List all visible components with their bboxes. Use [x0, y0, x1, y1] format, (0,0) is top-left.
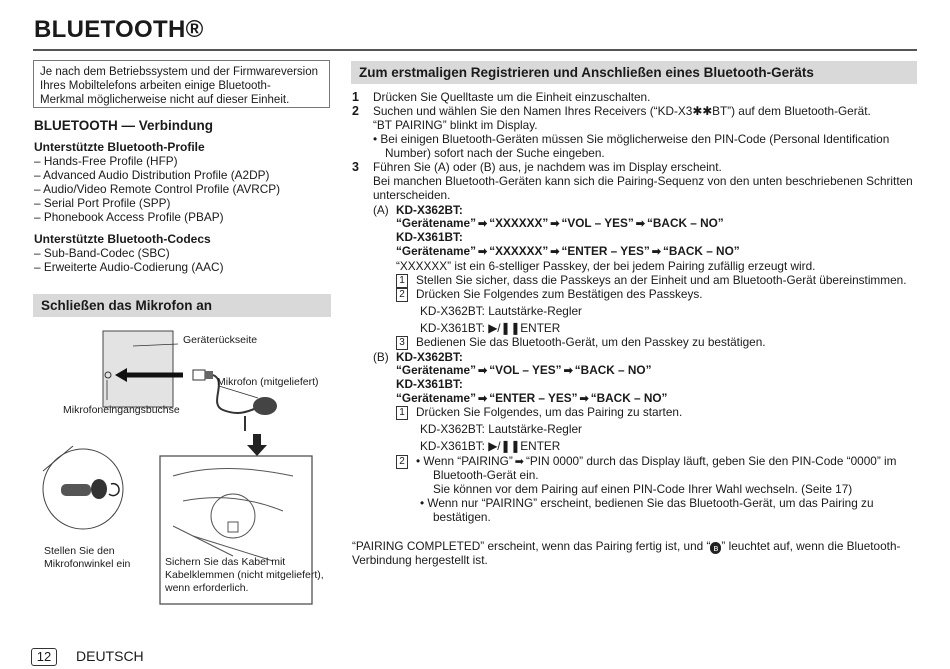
- bluetooth-icon: ʙ: [710, 542, 721, 554]
- profiles-list: [34, 154, 280, 224]
- option-b-substep1: 1 Drücken Sie Folgendes, um das Pairing zu starten.: [396, 405, 682, 420]
- step-number: 3: [352, 160, 359, 174]
- footer-language: DEUTSCH: [76, 648, 144, 664]
- arrow-icon: ➡: [478, 246, 488, 258]
- list-item: – Erweiterte Audio-Codierung (AAC): [34, 260, 224, 274]
- note-line: Merkmal möglicherweise nicht auf dieser Einheit.: [40, 94, 290, 106]
- option-a-label: (A): [373, 203, 389, 217]
- codecs-list: [34, 246, 224, 274]
- clamp-label-line: Sichern Sie das Kabel mit: [165, 556, 286, 568]
- option-a-substep2: 2 Drücken Sie Folgendes zum Bestätigen des Passkeys.: [396, 287, 703, 302]
- connection-title: BLUETOOTH — Verbindung: [34, 118, 214, 133]
- option-b-label: (B): [373, 350, 389, 364]
- option-b-seq1: “Gerätename” ➡ “VOL – YES” ➡ “BACK – NO”: [396, 363, 652, 377]
- step3-text: Führen Sie (A) oder (B) aus, je nachdem was im Display erscheint.: [373, 160, 722, 174]
- list-item: – Sub-Band-Codec (SBC): [34, 246, 170, 260]
- note-line: Je nach dem Betriebssystem und der Firmwareversion: [40, 66, 319, 78]
- clamp-label-line: wenn erforderlich.: [165, 582, 249, 594]
- clamp-label: [165, 556, 324, 595]
- step3-sub: Bei manchen Bluetooth-Geräten kann sich die Pairing-Sequenz von den unten beschriebenen Schritten: [373, 174, 913, 188]
- option-b-model2: KD-X361BT:: [396, 377, 463, 391]
- device-rear-label: Geräterückseite: [183, 334, 258, 346]
- option-b-model1: KD-X362BT:: [396, 350, 463, 364]
- arrow-icon: ➡: [514, 456, 524, 468]
- option-b-bullet1-cont: Bluetooth-Gerät ein.: [433, 468, 539, 482]
- option-b-bullet2: • Wenn nur “PAIRING” erscheint, bedienen Sie das Bluetooth-Gerät, um das Pairing zu: [420, 496, 874, 510]
- substep-number: 2: [396, 288, 408, 302]
- option-b-bullet2-cont: bestätigen.: [433, 510, 491, 524]
- step2-text: Suchen und wählen Sie den Namen Ihres Receivers (“KD-X3✱✱BT”) auf dem Bluetooth-Gerät.: [373, 104, 871, 118]
- option-a-seq1: “Gerätename” ➡ “XXXXXX” ➡ “VOL – YES” ➡ “BACK – NO”: [396, 216, 724, 230]
- arrow-icon: ➡: [635, 218, 646, 230]
- option-b-substep2: 2 • Wenn “PAIRING” ➡ “PIN 0000” durch das Display läuft, geben Sie den PIN-Code “0000” im: [396, 454, 897, 469]
- title-rule: [33, 49, 917, 51]
- down-arrow: [247, 445, 267, 456]
- option-a-model2: KD-X361BT:: [396, 230, 463, 244]
- list-item: – Phonebook Access Profile (PBAP): [34, 210, 224, 224]
- arrow-icon: ➡: [563, 365, 573, 377]
- option-a-substep1: 1 Stellen Sie sicher, dass die Passkeys an der Einheit und am Bluetooth-Gerät übereinstimmen.: [396, 273, 907, 288]
- list-item: – Hands-Free Profile (HFP): [34, 154, 178, 168]
- arrow-icon: ➡: [478, 218, 488, 230]
- arrow-icon: ➡: [579, 393, 589, 405]
- step2-bullet-cont: Number) sofort nach der Suche eingeben.: [385, 146, 605, 160]
- completed-note-cont: Verbindung hergestellt ist.: [352, 553, 488, 567]
- arrow-icon: ➡: [478, 365, 488, 377]
- mic-label: Mikrofon (mitgeliefert): [217, 376, 319, 388]
- note-box: [33, 60, 330, 108]
- angle-label-line: Mikrofonwinkel ein: [44, 558, 131, 570]
- passkey-note: “XXXXXX” ist ein 6-stelliger Passkey, der bei jedem Pairing zufällig erzeugt wird.: [396, 259, 816, 273]
- arrow-icon: ➡: [550, 218, 560, 230]
- jack-label: Mikrofoneingangsbuchse: [63, 404, 180, 416]
- step2-sub: “BT PAIRING” blinkt im Display.: [373, 118, 538, 132]
- step2-bullet: • Bei einigen Bluetooth-Geräten müssen Sie möglicherweise den PIN-Code (Personal Identification: [373, 132, 890, 146]
- microphone-icon: [253, 397, 277, 415]
- arrow-icon: ➡: [478, 393, 488, 405]
- note-line: Ihres Mobiltelefons arbeiten einige Bluetooth-: [40, 80, 271, 92]
- list-item: – Serial Port Profile (SPP): [34, 196, 171, 210]
- substep-number: 1: [396, 406, 408, 420]
- codecs-title: Unterstützte Bluetooth-Codecs: [34, 232, 211, 246]
- substep-number: 1: [396, 274, 408, 288]
- step-number: 1: [352, 90, 359, 104]
- substep-number: 2: [396, 455, 408, 469]
- page-title: BLUETOOTH®: [34, 16, 204, 43]
- option-b-control1: KD-X362BT: Lautstärke-Regler: [420, 422, 582, 436]
- angle-label: [44, 545, 130, 571]
- pairing-section-title: Zum erstmaligen Registrieren und Anschließen eines Bluetooth-Geräts: [351, 61, 917, 84]
- option-a-model1: KD-X362BT:: [396, 203, 463, 217]
- clamp-label-line: Kabelklemmen (nicht mitgeliefert),: [165, 569, 324, 581]
- option-a-substep3: 3 Bedienen Sie das Bluetooth-Gerät, um den Passkey zu bestätigen.: [396, 335, 766, 350]
- arrow-icon: ➡: [651, 246, 661, 258]
- arrow-icon: ➡: [550, 246, 560, 258]
- device-rear-panel: [103, 331, 173, 407]
- option-a-control1: KD-X362BT: Lautstärke-Regler: [420, 304, 582, 318]
- option-a-seq2: “Gerätename” ➡ “XXXXXX” ➡ “ENTER – YES” ➡ “BACK – NO”: [396, 244, 740, 258]
- step1-text: Drücken Sie Quelltaste um die Einheit einzuschalten.: [373, 90, 651, 104]
- mic-section-title: Schließen das Mikrofon an: [33, 294, 331, 317]
- step3-sub: unterscheiden.: [373, 188, 451, 202]
- option-a-control2: KD-X361BT: ▶/❚❚ENTER: [420, 321, 561, 335]
- substep-number: 3: [396, 336, 408, 350]
- option-b-control2: KD-X361BT: ▶/❚❚ENTER: [420, 439, 561, 453]
- completed-note: “PAIRING COMPLETED” erscheint, wenn das Pairing fertig ist, und “ ʙ ” leuchtet auf, wenn die Bluetooth-: [352, 539, 901, 553]
- option-b-bullet1-note: Sie können vor dem Pairing auf einen PIN-Code Ihrer Wahl wechseln. (Seite 17): [433, 482, 853, 496]
- list-item: – Audio/Video Remote Control Profile (AVRCP): [34, 182, 281, 196]
- profiles-title: Unterstützte Bluetooth-Profile: [34, 140, 205, 154]
- list-item: – Advanced Audio Distribution Profile (A2DP): [34, 168, 270, 182]
- angle-label-line: Stellen Sie den: [44, 545, 115, 557]
- option-b-seq2: “Gerätename” ➡ “ENTER – YES” ➡ “BACK – NO”: [396, 391, 668, 405]
- step-number: 2: [352, 104, 359, 118]
- page-number: 12: [31, 648, 57, 666]
